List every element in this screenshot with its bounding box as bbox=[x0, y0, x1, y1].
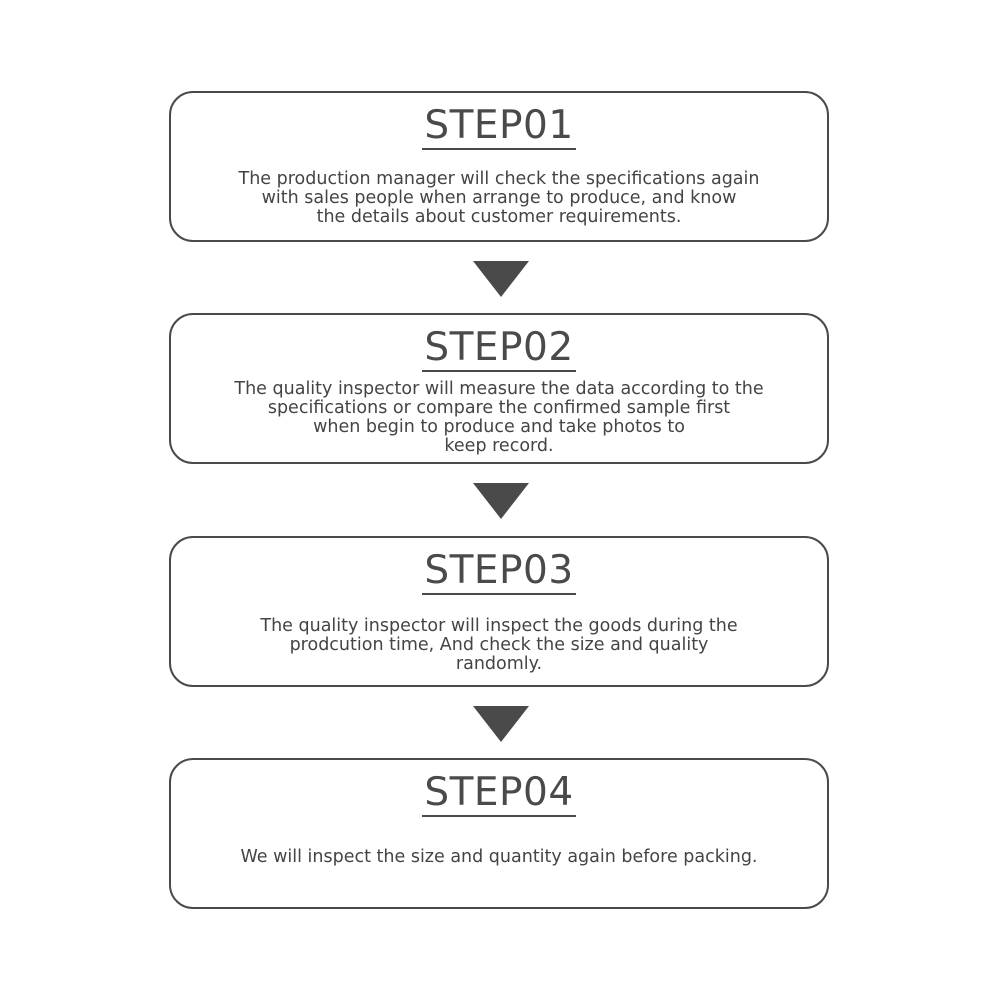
step-description-2 bbox=[191, 380, 807, 456]
step-box-4 bbox=[169, 758, 829, 909]
step-description-line: We will inspect the size and quantity again before packing. bbox=[240, 847, 758, 867]
step-box-2 bbox=[169, 313, 829, 464]
step-description-line: keep record. bbox=[444, 436, 554, 456]
step-description-4 bbox=[191, 848, 807, 867]
down-arrow-icon bbox=[473, 483, 529, 519]
step-description-line: the details about customer requirements. bbox=[316, 207, 682, 227]
step-description-line: when begin to produce and take photos to bbox=[313, 417, 685, 437]
down-arrow-icon bbox=[473, 706, 529, 742]
step-box-1 bbox=[169, 91, 829, 242]
step-title-1 bbox=[171, 105, 827, 151]
step-title-2 bbox=[171, 327, 827, 373]
step-title-text: STEP04 bbox=[424, 770, 574, 815]
step-description-line: The quality inspector will measure the data according to the bbox=[234, 379, 764, 399]
step-title-3 bbox=[171, 550, 827, 596]
step-box-3 bbox=[169, 536, 829, 687]
step-title-4 bbox=[171, 772, 827, 818]
step-description-line: with sales people when arrange to produce, and know bbox=[261, 188, 737, 208]
step-title-text: STEP02 bbox=[424, 325, 574, 370]
step-description-line: The production manager will check the specifications again bbox=[238, 169, 760, 189]
step-description-line: randomly. bbox=[455, 654, 543, 674]
step-description-line: prodcution time, And check the size and quality bbox=[289, 635, 709, 655]
step-title-text: STEP01 bbox=[424, 103, 574, 148]
step-description-line: The quality inspector will inspect the goods during the bbox=[260, 616, 738, 636]
step-description-1 bbox=[191, 170, 807, 227]
down-arrow-icon bbox=[473, 261, 529, 297]
step-description-3 bbox=[191, 617, 807, 674]
step-title-text: STEP03 bbox=[424, 548, 574, 593]
step-description-line: specifications or compare the confirmed sample first bbox=[267, 398, 731, 418]
